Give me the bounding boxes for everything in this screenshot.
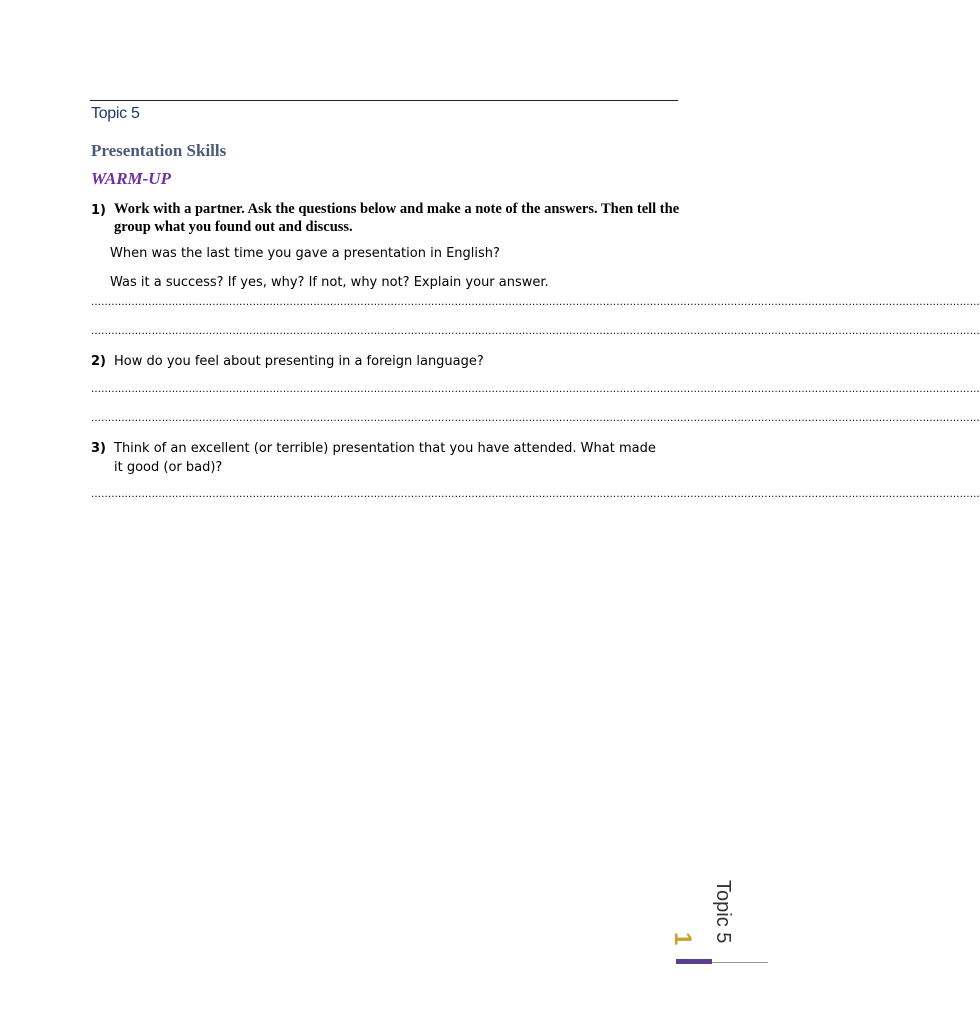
question-number: 1) (91, 203, 106, 218)
question-2 (91, 352, 681, 371)
answer-line: ………………………………………………………………………………………………………………………………………………………………………………………………………………………………………… (91, 384, 980, 395)
page-number (669, 930, 700, 958)
question-number: 3) (91, 441, 106, 456)
page-number-text: 1 (669, 932, 696, 946)
footer-accent-bar (676, 959, 712, 964)
question-text: Think of an excellent (or terrible) presentation that you have attended. What made it good (or bad)? (114, 441, 656, 475)
header-rule (90, 100, 678, 101)
footer-rule (712, 962, 768, 963)
question-1-prompt-1: When was the last time you gave a presentation in English? (110, 246, 500, 261)
question-1-prompt-2: Was it a success? If yes, why? If not, why not? Explain your answer. (110, 275, 549, 290)
question-3 (91, 439, 661, 477)
answer-line: ………………………………………………………………………………………………………………………………………………………………………………………………………………………………………… (91, 489, 980, 500)
footer-topic-text: Topic 5 (712, 880, 734, 944)
answer-line: ………………………………………………………………………………………………………………………………………………………………………………………………………………………………………… (91, 326, 980, 337)
answer-line: ………………………………………………………………………………………………………………………………………………………………………………………………………………………………………… (91, 413, 980, 424)
section-title: Presentation Skills (91, 141, 227, 160)
question-number: 2) (91, 354, 106, 369)
answer-line: ………………………………………………………………………………………………………………………………………………………………………………………………………………………………………… (91, 297, 980, 308)
question-1 (91, 200, 681, 236)
header-topic: Topic 5 (91, 105, 140, 122)
question-text: Work with a partner. Ask the questions below and make a note of the answers. Then tell the group what you found out and discuss. (114, 201, 680, 235)
question-text: How do you feel about presenting in a foreign language? (114, 354, 484, 369)
footer-side-label (704, 876, 744, 956)
section-subtitle: WARM-UP (91, 169, 171, 188)
